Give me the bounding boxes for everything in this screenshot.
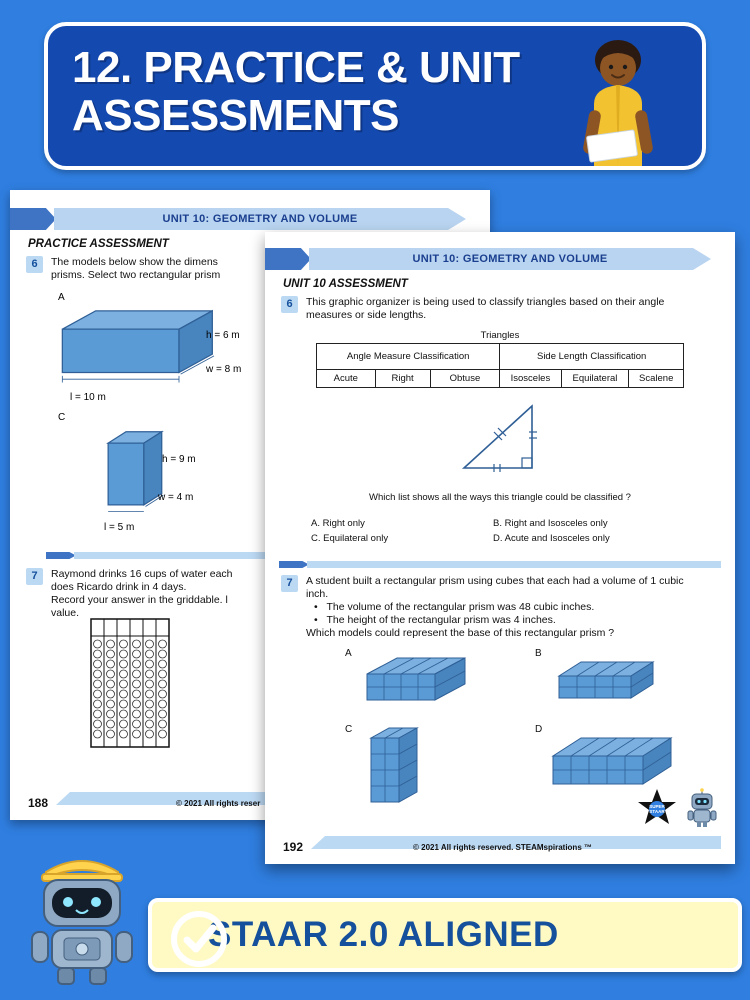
question-6-assessment (265, 296, 735, 322)
figure-a-height-label: h = 6 m (206, 330, 240, 341)
graphic-organizer (265, 330, 735, 388)
ribbon-arrow-icon (265, 248, 311, 270)
figure-c-width-label: w = 4 m (158, 492, 194, 503)
page-title: 12. PRACTICE & UNIT ASSESSMENTS (72, 43, 520, 140)
question-text: The models below show the dimens prisms. Select two rectangular prism (51, 256, 221, 281)
group-header-angle: Angle Measure Classification (317, 344, 500, 370)
question-6-choices (309, 515, 620, 547)
figure-c-height-label: h = 9 m (162, 454, 196, 465)
cube-model-c[interactable] (365, 724, 427, 808)
unit-assessment-page (265, 232, 735, 864)
question-number: 7 (26, 568, 43, 585)
figure-c-length-label: l = 5 m (104, 522, 135, 533)
cube-model-d[interactable] (547, 734, 677, 796)
svg-text:STAAR: STAAR (649, 809, 665, 814)
model-c-label: C (345, 724, 353, 735)
figure-a-label: A (58, 292, 65, 303)
unit-label: UNIT 10: GEOMETRY AND VOLUME (162, 213, 358, 225)
header-banner (44, 22, 706, 170)
rectangular-prism-c (100, 424, 230, 524)
question-6-prompt: Which list shows all the ways this triangle could be classified ? (369, 492, 631, 503)
svg-text:SUPER: SUPER (649, 804, 665, 809)
table-row (317, 370, 684, 388)
choice-a[interactable]: A. Right only (311, 518, 365, 529)
right-triangle-figure (446, 402, 554, 474)
choice-c[interactable]: C. Equilateral only (311, 533, 389, 544)
super-staar-star-icon (637, 788, 677, 826)
page-number: 188 (28, 796, 49, 810)
figure-a-width-label: w = 8 m (206, 364, 242, 375)
unit-ribbon-practice (10, 208, 490, 230)
cell-equilateral: Equilateral (561, 370, 629, 388)
model-a-label: A (345, 648, 352, 659)
organizer-title: Triangles (480, 330, 520, 341)
cell-isosceles: Isosceles (500, 370, 561, 388)
copyright-text: © 2021 All rights reserved. STEAMspirations ™ (413, 843, 592, 852)
check-circle-icon (170, 910, 228, 968)
choice-row (311, 532, 618, 545)
question-text: Raymond drinks 16 cups of water each does Ricardo drink in 4 days. Record your answer in the griddable. l value. (51, 568, 233, 619)
table-row (317, 344, 684, 370)
staar-aligned-banner (148, 898, 742, 972)
group-header-side: Side Length Classification (500, 344, 684, 370)
cube-model-a[interactable] (361, 654, 471, 710)
copyright-text: © 2021 All rights reser (176, 799, 261, 808)
rectangular-prism-a (54, 304, 254, 396)
model-b-label: B (535, 648, 542, 659)
robot-mascot-icon (685, 788, 719, 828)
section-title-assessment: UNIT 10 ASSESSMENT (283, 278, 408, 290)
unit-ribbon-assessment (265, 248, 735, 270)
question-number: 6 (281, 296, 298, 313)
unit-label: UNIT 10: GEOMETRY AND VOLUME (412, 253, 608, 265)
student-reading-illustration (558, 38, 676, 166)
cell-obtuse: Obtuse (430, 370, 500, 388)
figure-c-label: C (58, 412, 66, 423)
choice-d[interactable]: D. Acute and Isosceles only (493, 533, 610, 544)
section-title-practice: PRACTICE ASSESSMENT (28, 238, 169, 250)
model-d-label: D (535, 724, 543, 735)
question-text: A student built a rectangular prism using cubes that each had a volume of 1 cubic inch. • The volume of the rectangular prism was 48 cubic inches. • The height of the rectangular prism was 4 inches. Which models could represent the base of this rectangular prism ? (306, 575, 698, 640)
page-number: 192 (283, 840, 304, 854)
robot-mascot-large-icon (22, 838, 142, 988)
staar-banner-text: STAAR 2.0 ALIGNED (208, 915, 559, 954)
choice-row (311, 517, 618, 530)
choice-b[interactable]: B. Right and Isosceles only (493, 518, 608, 529)
bullet-item: • The volume of the rectangular prism was 48 cubic inches. (314, 601, 595, 613)
cube-model-b[interactable] (553, 658, 663, 706)
cell-acute: Acute (317, 370, 376, 388)
classification-table (316, 343, 684, 388)
bullet-item: • The height of the rectangular prism was 4 inches. (314, 614, 556, 626)
ribbon-arrow-icon (10, 208, 56, 230)
griddable-answer-grid[interactable] (90, 618, 170, 748)
question-number: 7 (281, 575, 298, 592)
question-number: 6 (26, 256, 43, 273)
question-7-assessment (265, 575, 735, 640)
cell-right: Right (375, 370, 430, 388)
question-text: This graphic organizer is being used to classify triangles based on their angle measures or side lengths. (306, 296, 665, 321)
question-divider (265, 561, 735, 575)
cell-scalene: Scalene (629, 370, 684, 388)
figure-a-length-label: l = 10 m (70, 392, 106, 403)
